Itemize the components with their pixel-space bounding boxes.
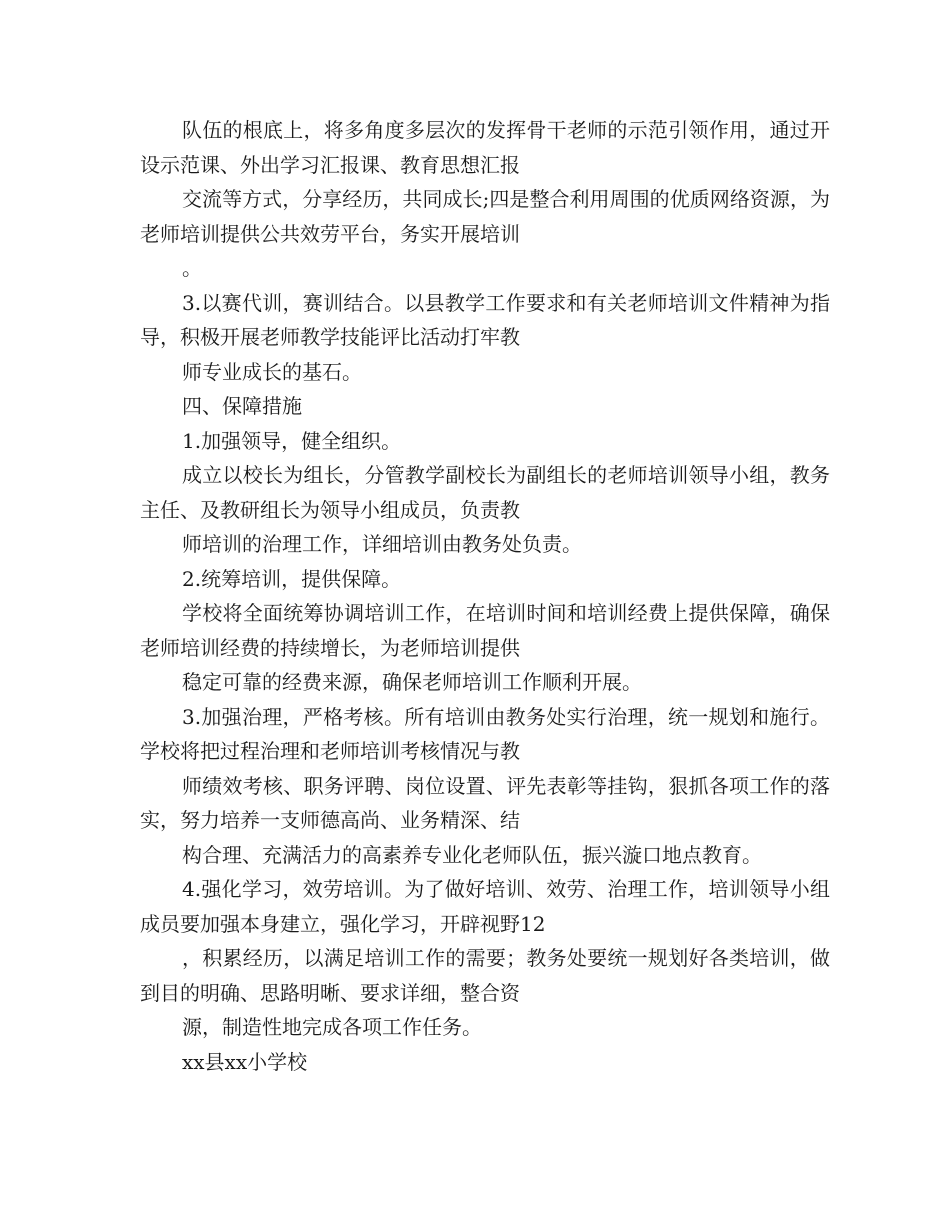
paragraph-8: 成立以校长为组长，分管教学副校长为副组长的老师培训领导小组，教务主任、及教研组长为领导小组成员，负责教	[140, 463, 830, 522]
paragraph-9: 师培训的治理工作，详细培训由教务处负责。	[182, 532, 582, 556]
paragraph-13: 3.加强治理，严格考核。所有培训由教务处实行治理，统一规划和施行。学校将把过程治理和老师培训考核情况与教	[140, 704, 830, 763]
document-body	[140, 113, 830, 1079]
paragraph-12: 稳定可靠的经费来源，确保老师培训工作顺利开展。	[182, 670, 642, 694]
paragraph-16: 4.强化学习，效劳培训。为了做好培训、效劳、治理工作，培训领导小组成员要加强本身建立，强化学习，开辟视野12	[140, 877, 830, 936]
section-heading-safeguards: 四、保障措施	[182, 394, 302, 418]
paragraph-18: 源，制造性地完成各项工作任务。	[182, 1015, 482, 1039]
paragraph-17: ，积累经历，以满足培训工作的需要；教务处要统一规划好各类培训，做到目的明确、思路明晰、要求详细，整合资	[140, 946, 830, 1005]
paragraph-14: 师绩效考核、职务评聘、岗位设置、评先表彰等挂钩，狠抓各项工作的落实，努力培养一支师德高尚、业务精深、结	[140, 773, 830, 832]
subheading-1: 1.加强领导，健全组织。	[182, 428, 402, 453]
paragraph-1: 队伍的根底上，将多角度多层次的发挥骨干老师的示范引领作用，通过开设示范课、外出学习汇报课、教育思想汇报	[140, 118, 830, 177]
signature-school: xx县xx小学校	[182, 1049, 308, 1074]
paragraph-5: 师专业成长的基石。	[182, 359, 362, 384]
subheading-2: 2.统筹培训，提供保障。	[182, 566, 402, 591]
paragraph-3: 。	[182, 256, 202, 280]
paragraph-2: 交流等方式，分享经历，共同成长;四是整合利用周围的优质网络资源，为老师培训提供公共效劳平台，务实开展培训	[140, 187, 830, 246]
paragraph-15: 构合理、充满活力的高素养专业化老师队伍，振兴漩口地点教育。	[182, 842, 762, 867]
paragraph-11: 学校将全面统筹协调培训工作，在培训时间和培训经费上提供保障，确保老师培训经费的持续增长，为老师培训提供	[140, 601, 830, 660]
paragraph-4: 3.以赛代训，赛训结合。以县教学工作要求和有关老师培训文件精神为指导，积极开展老师教学技能评比活动打牢教	[140, 290, 830, 349]
